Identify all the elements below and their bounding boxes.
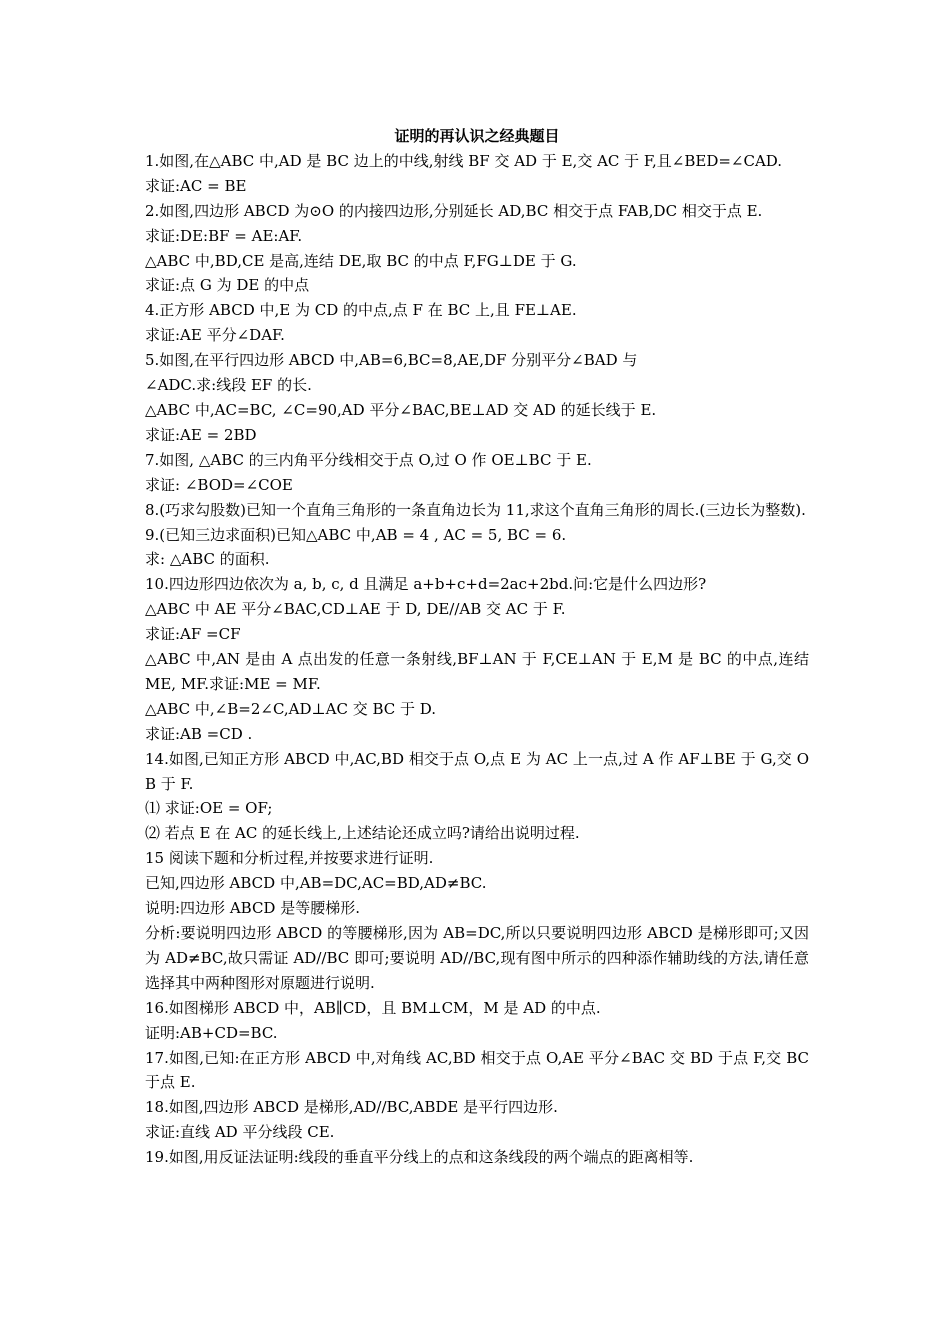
text-line: ⑴ 求证:OE = OF; [145, 799, 273, 818]
text-line: 1.如图,在△ABC 中,AD 是 BC 边上的中线,射线 BF 交 AD 于 E,交 AC 于 F,且∠BED=∠CAD. [145, 151, 783, 170]
document-title: 证明的再认识之经典题目 [394, 127, 560, 145]
document-body [145, 124, 809, 1170]
text-line: 求证:AB =CD . [145, 724, 253, 743]
text-line: 2.如图,四边形 ABCD 为⊙O 的内接四边形,分别延长 AD,BC 相交于点 FAB,DC 相交于点 E. [145, 201, 763, 220]
text-line: 求证:AE = 2BD [145, 425, 257, 444]
text-line: 求: △ABC 的面积. [145, 550, 270, 569]
text-line: 求证:AC = BE [145, 176, 247, 195]
text-line: 15 阅读下题和分析过程,并按要求进行证明. [145, 849, 434, 868]
text-line: 分析:要说明四边形 ABCD 的等腰梯形,因为 AB=DC,所以只要说明四边形 ABCD 是梯形即可;又因为 AD≠BC,故只需证 AD//BC 即可;要说明 AD//BC,现有图中所示的四种添作辅助线的方法,请任意选择其中两种图形对原题进行说明. [145, 924, 809, 992]
text-line: 4.正方形 ABCD 中,E 为 CD 的中点,点 F 在 BC 上,且 FE⊥AE. [145, 301, 577, 320]
text-line: 18.如图,四边形 ABCD 是梯形,AD//BC,ABDE 是平行四边形. [145, 1098, 558, 1117]
text-line: 14.如图,已知正方形 ABCD 中,AC,BD 相交于点 O,点 E 为 AC 上一点,过 A 作 AF⊥BE 于 G,交 OB 于 F. [145, 749, 809, 793]
text-line: 19.如图,用反证法证明:线段的垂直平分线上的点和这条线段的两个端点的距离相等. [145, 1148, 694, 1167]
text-line: 求证:直线 AD 平分线段 CE. [145, 1123, 335, 1142]
text-line: 7.如图, △ABC 的三内角平分线相交于点 O,过 O 作 OE⊥BC 于 E. [145, 450, 592, 469]
text-line: △ABC 中 AE 平分∠BAC,CD⊥AE 于 D, DE//AB 交 AC 于 F. [145, 600, 566, 619]
text-line: △ABC 中,∠B=2∠C,AD⊥AC 交 BC 于 D. [145, 699, 437, 718]
text-line: 5.如图,在平行四边形 ABCD 中,AB=6,BC=8,AE,DF 分别平分∠BAD 与 [145, 351, 638, 370]
text-line: ⑵ 若点 E 在 AC 的延长线上,上述结论还成立吗?请给出说明过程. [145, 824, 580, 843]
text-line: 求证:点 G 为 DE 的中点 [145, 276, 310, 295]
text-line: 10.四边形四边依次为 a, b, c, d 且满足 a+b+c+d=2ac+2bd.问:它是什么四边形? [145, 575, 707, 594]
text-line: 求证:DE:BF = AE:AF. [145, 226, 303, 245]
text-line: 求证:AF =CF [145, 625, 241, 644]
text-line: △ABC 中,AC=BC, ∠C=90,AD 平分∠BAC,BE⊥AD 交 AD 的延长线于 E. [145, 400, 657, 419]
text-line: 说明:四边形 ABCD 是等腰梯形. [145, 899, 360, 918]
text-line: 16.如图梯形 ABCD 中，AB∥CD，且 BM⊥CM，M 是 AD 的中点. [145, 998, 601, 1017]
text-line: △ABC 中,BD,CE 是高,连结 DE,取 BC 的中点 F,FG⊥DE 于 G. [145, 251, 577, 270]
text-line: 17.如图,已知:在正方形 ABCD 中,对角线 AC,BD 相交于点 O,AE 平分∠BAC 交 BD 于点 F,交 BC 于点 E. [145, 1048, 809, 1092]
text-line: 证明:AB+CD=BC. [145, 1023, 278, 1042]
text-line: ∠ADC.求:线段 EF 的长. [145, 376, 312, 395]
text-line: 求证:AE 平分∠DAF. [145, 326, 285, 345]
text-line: △ABC 中,AN 是由 A 点出发的任意一条射线,BF⊥AN 于 F,CE⊥AN 于 E,M 是 BC 的中点,连结 ME, MF.求证:ME = MF. [145, 650, 809, 693]
text-line: 8.(巧求勾股数)已知一个直角三角形的一条直角边长为 11,求这个直角三角形的周长.(三边长为整数). [145, 500, 806, 519]
text-line: 求证: ∠BOD=∠COE [145, 475, 293, 494]
text-line: 已知,四边形 ABCD 中,AB=DC,AC=BD,AD≠BC. [145, 874, 487, 893]
text-line: 9.(已知三边求面积)已知△ABC 中,AB = 4 , AC = 5, BC = 6. [145, 525, 567, 544]
